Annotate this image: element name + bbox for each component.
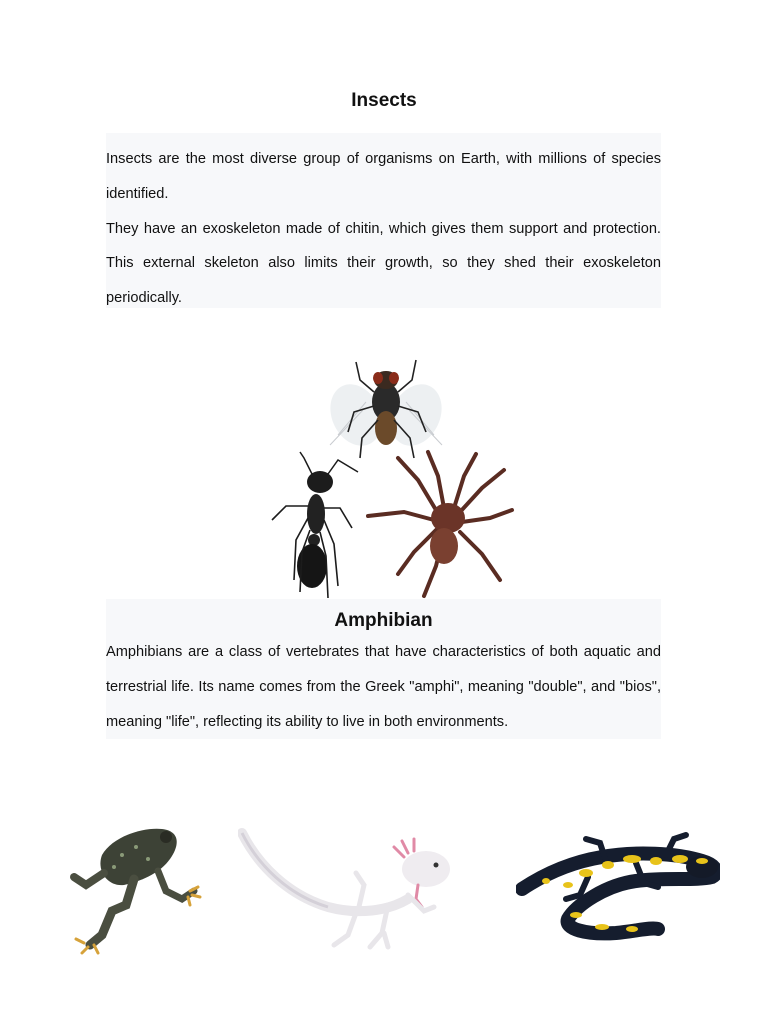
insects-paragraph-2: They have an exoskeleton made of chitin, which gives them support and protection. This external skeleton also limits their growth, so they shed their exoskeleton periodically.: [106, 220, 661, 307]
amphibian-paragraph: Amphibians are a class of vertebrates that have characteristics of both aquatic and terrestrial life. Its name comes from the Greek "amphi", meaning "double", and "bios", meaning "life", reflecting its ability to live in both environments.: [106, 644, 661, 730]
insects-text-block: [106, 133, 661, 308]
amphibian-text-block: [106, 599, 661, 739]
axolotl-icon: [242, 833, 450, 947]
ant-icon: [272, 452, 358, 598]
salamander-figure: [516, 815, 720, 960]
salamander-icon: [522, 835, 718, 933]
frog-figure: [62, 815, 202, 960]
insects-title: Insects: [351, 90, 417, 111]
fly-icon: [321, 360, 452, 458]
axolotl-figure: [238, 815, 453, 960]
amphibian-title: Amphibian: [334, 610, 433, 631]
insects-paragraph-1: Insects are the most diverse group of organisms on Earth, with millions of species identified.: [106, 151, 661, 202]
frog-icon: [74, 829, 200, 953]
insects-figure: [268, 340, 518, 602]
spider-icon: [368, 452, 512, 596]
